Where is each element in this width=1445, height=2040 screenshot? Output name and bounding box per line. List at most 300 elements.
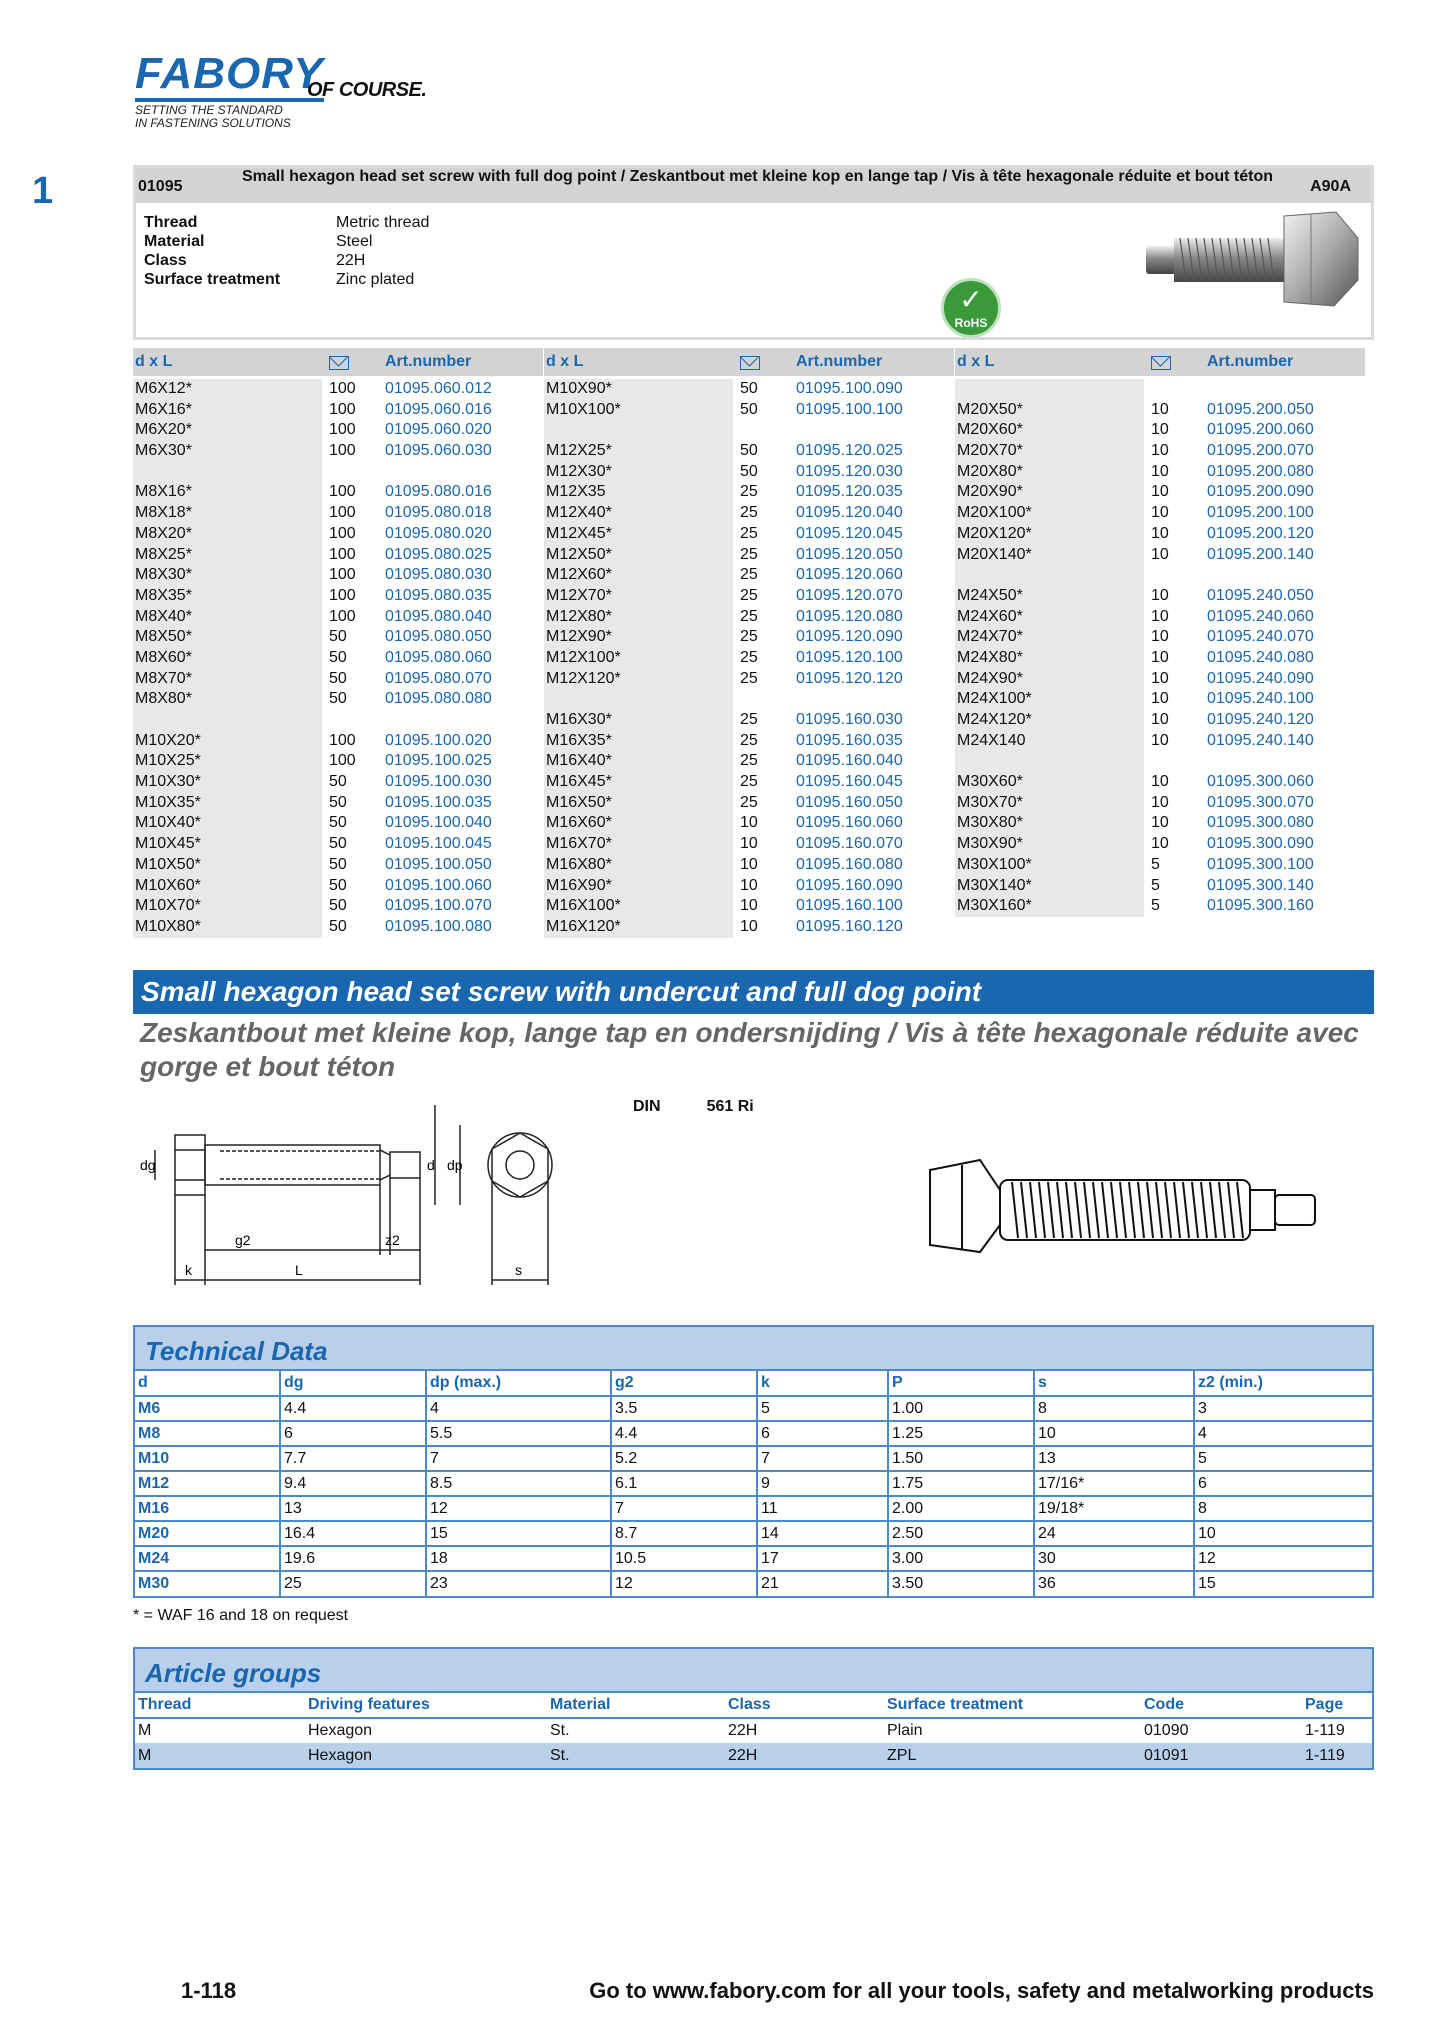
size-art-number[interactable]: 01095.100.045 [385,835,492,853]
size-pack-qty: 10 [740,897,758,915]
size-art-number[interactable]: 01095.240.080 [1207,648,1314,666]
size-dxl: M16X100* [546,897,621,915]
size-dxl: M20X120* [957,524,1032,542]
table-cell: 1.75 [888,1471,1034,1496]
table-cell: 3.5 [611,1396,757,1421]
size-dxl: M24X90* [957,669,1023,687]
size-art-number[interactable]: 01095.160.080 [796,855,903,873]
size-row [133,772,543,793]
size-dxl: M20X100* [957,504,1032,522]
size-row [955,855,1365,876]
size-dxl: M16X90* [546,876,612,894]
size-dxl: M30X90* [957,835,1023,853]
size-art-number[interactable]: 01095.160.040 [796,752,903,770]
size-art-number[interactable]: 01095.120.080 [796,607,903,625]
property-row [144,251,429,270]
size-pack-qty: 50 [329,897,347,915]
size-pack-qty: 100 [329,524,356,542]
size-dxl: M10X70* [135,897,201,915]
label-k: k [185,1262,192,1278]
size-art-number[interactable]: 01095.100.040 [385,814,492,832]
size-art-number[interactable]: 01095.120.060 [796,566,903,584]
size-art-number[interactable]: 01095.060.020 [385,421,492,439]
size-art-number[interactable]: 01095.080.035 [385,586,492,604]
size-pack-qty: 5 [1151,876,1160,894]
size-art-number[interactable]: 01095.100.100 [796,400,903,418]
size-pack-qty: 50 [740,400,758,418]
size-dxl: M16X45* [546,773,612,791]
mail-icon [329,354,349,373]
table-cell: Hexagon [308,1722,373,1739]
size-art-number[interactable]: 01095.240.090 [1207,669,1314,687]
size-row [133,710,543,731]
rohs-label: RoHS [954,316,988,330]
size-art-number[interactable]: 01095.240.050 [1207,586,1314,604]
size-dxl: M8X30* [135,566,192,584]
column-header: d [135,1371,280,1396]
property-value: Zinc plated [336,271,415,288]
table-header-row [135,1693,1372,1718]
size-art-number[interactable]: 01095.080.060 [385,648,492,666]
set-screw-photo [1136,198,1366,313]
size-art-number[interactable]: 01095.080.040 [385,607,492,625]
size-pack-qty: 5 [1151,897,1160,915]
table-cell: 2.50 [888,1521,1034,1546]
size-art-number[interactable]: 01095.160.050 [796,793,903,811]
size-art-number[interactable]: 01095.100.050 [385,855,492,873]
size-pack-qty: 10 [1151,483,1169,501]
size-dxl: M8X20* [135,524,192,542]
mail-icon [740,354,760,373]
table-cell: 4.4 [280,1396,426,1421]
size-row [133,462,543,483]
product-ref: A90A [1310,178,1351,195]
size-pack-qty: 25 [740,669,758,687]
size-art-number[interactable]: 01095.240.070 [1207,628,1314,646]
table-cell: 9.4 [280,1471,426,1496]
size-dxl: M20X70* [957,442,1023,460]
size-art-number[interactable]: 01095.160.030 [796,711,903,728]
size-row [133,917,543,938]
size-art-number[interactable]: 01095.160.035 [796,731,903,749]
footer-text: Go to www.fabory.com for all your tools, safety and metalworking products [589,1978,1374,2003]
sizes-list [955,379,1365,917]
din-standard [633,1098,800,1116]
size-pack-qty: 50 [329,628,347,646]
size-pack-qty: 10 [1151,462,1169,480]
table-header-row [135,1371,1372,1396]
sizes-header [955,348,1365,376]
size-row [133,876,543,897]
size-art-number[interactable]: 01095.060.012 [385,380,492,397]
size-art-number[interactable]: 01095.240.060 [1207,607,1314,625]
size-art-number[interactable]: 01095.120.025 [796,442,903,460]
section-title: Small hexagon head set screw with undercut and full dog point [133,970,1374,1014]
size-dxl: M10X30* [135,773,201,791]
property-value: Metric thread [336,214,430,231]
size-row [544,876,954,897]
size-row [544,793,954,814]
sizes-list [133,379,543,938]
property-key: Material [144,233,205,250]
size-row [955,751,1365,772]
size-art-number[interactable]: 01095.120.090 [796,628,903,646]
size-pack-qty: 100 [329,566,356,584]
column-header: Page [1302,1693,1372,1718]
table-cell: 18 [426,1546,611,1571]
size-pack-qty: 25 [740,566,758,584]
size-pack-qty: 100 [329,731,356,749]
size-art-number[interactable]: 01095.240.140 [1207,731,1314,749]
size-art-number[interactable]: 01095.300.080 [1207,814,1314,832]
size-dxl: M24X120* [957,711,1032,728]
size-pack-qty: 10 [1151,586,1169,604]
size-row [544,482,954,503]
size-art-number[interactable]: 01095.080.070 [385,669,492,687]
table-cell: 36 [1034,1571,1194,1596]
size-art-number[interactable]: 01095.200.080 [1207,462,1314,480]
size-art-number[interactable]: 01095.100.035 [385,793,492,811]
size-pack-qty: 10 [1151,607,1169,625]
size-art-number[interactable]: 01095.300.090 [1207,835,1314,853]
din-value: 561 Ri [706,1098,754,1115]
size-art-number[interactable]: 01095.080.050 [385,628,492,646]
size-row [544,751,954,772]
table-cell: 15 [426,1521,611,1546]
table-row [135,1421,1372,1446]
size-art-number[interactable]: 01095.160.060 [796,814,903,832]
column-header: Material [547,1693,725,1718]
size-art-number[interactable]: 01095.120.040 [796,504,903,522]
table-cell: 23 [426,1571,611,1596]
table-cell: Plain [887,1722,923,1739]
size-art-number[interactable]: 01095.100.025 [385,752,492,770]
table-cell: 12 [426,1496,611,1521]
size-row [133,793,543,814]
size-art-number[interactable]: 01095.080.016 [385,483,492,501]
property-key: Thread [144,214,198,231]
size-dxl: M10X20* [135,731,201,749]
table-row[interactable] [135,1743,1372,1768]
size-art-number[interactable]: 01095.240.100 [1207,690,1314,708]
size-art-number[interactable]: 01095.080.080 [385,690,492,708]
size-row [955,731,1365,752]
size-art-number[interactable]: 01095.100.090 [796,380,903,397]
article-groups-panel [133,1647,1374,1770]
table-row [135,1446,1372,1471]
size-art-number[interactable]: 01095.080.018 [385,504,492,522]
size-pack-qty: 50 [329,835,347,853]
size-dxl: M16X80* [546,855,612,873]
size-pack-qty: 50 [740,462,758,480]
size-dxl: M12X90* [546,628,612,646]
size-dxl: M8X40* [135,607,192,625]
column-header: z2 (min.) [1194,1371,1372,1396]
size-art-number[interactable]: 01095.120.050 [796,545,903,563]
size-dxl: M12X70* [546,586,612,604]
size-dxl: M6X16* [135,400,192,418]
size-pack-qty: 100 [329,752,356,770]
table-cell: 4 [1194,1421,1372,1446]
size-art-number[interactable]: 01095.300.060 [1207,773,1314,791]
size-pack-qty: 10 [1151,524,1169,542]
fabory-logo [135,49,435,137]
table-cell: 3.00 [888,1546,1034,1571]
size-pack-qty: 50 [740,442,758,460]
size-pack-qty: 25 [740,752,758,770]
column-header: Driving features [305,1693,547,1718]
sizes-column-1 [133,348,543,938]
size-art-number[interactable]: 01095.100.070 [385,897,492,915]
size-row [544,400,954,421]
size-dxl: M30X80* [957,814,1023,832]
size-dxl: M30X60* [957,773,1023,791]
table-cell: 13 [280,1496,426,1521]
technical-data-title: Technical Data [135,1327,1372,1371]
size-art-number[interactable]: 01095.160.045 [796,773,903,791]
table-row [135,1396,1372,1421]
table-cell: 12 [1194,1546,1372,1571]
chapter-number: 1 [32,170,54,212]
size-row [955,689,1365,710]
size-art-number[interactable]: 01095.160.120 [796,917,903,935]
table-cell: M8 [135,1421,280,1446]
size-pack-qty: 25 [740,504,758,522]
size-art-number[interactable]: 01095.200.100 [1207,504,1314,522]
size-row [955,627,1365,648]
section-subtitle: Zeskantbout met kleine kop, lange tap en ondersnijding / Vis à tête hexagonale réduite avec gorge et bout téton [140,1017,1359,1082]
size-row [133,813,543,834]
size-pack-qty: 10 [740,876,758,894]
table-cell: 10.5 [611,1546,757,1571]
table-cell: 24 [1034,1521,1194,1546]
header-dxl: d x L [546,353,584,370]
size-dxl: M10X45* [135,835,201,853]
size-dxl: M6X20* [135,421,192,439]
size-art-number[interactable]: 01095.160.100 [796,897,903,915]
size-pack-qty: 10 [1151,773,1169,791]
table-cell: 11 [757,1496,888,1521]
size-art-number[interactable]: 01095.120.100 [796,648,903,666]
size-row [955,834,1365,855]
size-art-number[interactable]: 01095.300.100 [1207,855,1314,873]
size-art-number[interactable]: 01095.080.030 [385,566,492,584]
table-cell: M24 [135,1546,280,1571]
size-art-number[interactable]: 01095.120.035 [796,483,903,501]
size-row [133,751,543,772]
size-pack-qty: 10 [1151,504,1169,522]
size-dxl: M10X60* [135,876,201,894]
size-dxl: M24X100* [957,690,1032,708]
property-key: Surface treatment [144,271,281,288]
size-art-number[interactable]: 01095.240.120 [1207,711,1314,728]
column-header: Code [1141,1693,1302,1718]
size-pack-qty: 25 [740,793,758,811]
size-dxl: M16X40* [546,752,612,770]
header-art-number: Art.number [1207,353,1294,370]
size-row [544,524,954,545]
size-art-number[interactable]: 01095.300.160 [1207,897,1314,915]
table-row[interactable] [135,1718,1372,1743]
size-pack-qty: 50 [329,793,347,811]
size-pack-qty: 50 [740,380,758,397]
size-pack-qty: 25 [740,524,758,542]
size-dxl: M8X35* [135,586,192,604]
size-pack-qty: 10 [740,814,758,832]
size-pack-qty: 25 [740,586,758,604]
size-pack-qty: 50 [329,814,347,832]
size-art-number[interactable]: 01095.200.140 [1207,545,1314,563]
size-art-number[interactable]: 01095.200.120 [1207,524,1314,542]
table-cell: 8.7 [611,1521,757,1546]
property-key: Class [144,252,187,269]
size-art-number[interactable]: 01095.160.090 [796,876,903,894]
size-row [133,379,543,400]
table-cell: 15 [1198,1575,1216,1592]
size-dxl: M10X25* [135,752,201,770]
size-art-number[interactable]: 01095.200.090 [1207,483,1314,501]
table-cell: M [135,1743,305,1768]
size-pack-qty: 50 [329,876,347,894]
table-cell: 10 [1194,1521,1372,1546]
table-cell: 17/16* [1034,1471,1194,1496]
table-cell: 5 [1194,1446,1372,1471]
size-art-number[interactable]: 01095.120.045 [796,524,903,542]
size-dxl: M10X80* [135,917,201,935]
size-pack-qty: 10 [1151,690,1169,708]
table-cell: 2.00 [888,1496,1034,1521]
size-dxl: M10X100* [546,400,621,418]
table-cell: 1.50 [888,1446,1034,1471]
size-pack-qty: 25 [740,711,758,728]
size-row [955,710,1365,731]
size-dxl: M20X50* [957,400,1023,418]
size-row [544,689,954,710]
table-cell: St. [547,1743,725,1768]
size-art-number[interactable]: 01095.120.120 [796,669,903,687]
size-art-number[interactable]: 01095.080.020 [385,524,492,542]
size-row [544,627,954,648]
size-row [133,731,543,752]
table-cell: 5 [757,1396,888,1421]
size-pack-qty: 50 [329,855,347,873]
size-art-number[interactable]: 01095.300.070 [1207,793,1314,811]
mail-icon [1151,354,1171,373]
table-cell: 21 [757,1571,888,1596]
table-cell: 10 [1034,1421,1194,1446]
size-dxl: M12X30* [546,462,612,480]
size-art-number[interactable]: 01095.100.080 [385,917,492,935]
size-art-number[interactable]: 01095.060.016 [385,400,492,418]
size-dxl: M30X160* [957,897,1032,915]
size-row [955,379,1365,400]
size-pack-qty: 10 [740,835,758,853]
table-cell: 9 [757,1471,888,1496]
property-row [144,213,429,232]
size-art-number[interactable]: 01095.120.070 [796,586,903,604]
size-art-number[interactable]: 01095.120.030 [796,462,903,480]
size-art-number[interactable]: 01095.160.070 [796,835,903,853]
table-cell: 1.00 [888,1396,1034,1421]
table-cell: 17 [757,1546,888,1571]
table-cell: 14 [757,1521,888,1546]
size-row [955,400,1365,421]
size-art-number[interactable]: 01095.300.140 [1207,876,1314,894]
size-art-number[interactable]: 01095.100.030 [385,773,492,791]
size-dxl: M8X80* [135,690,192,708]
size-pack-qty: 100 [329,586,356,604]
column-header: dg [280,1371,426,1396]
size-row [544,772,954,793]
size-row [955,607,1365,628]
size-pack-qty: 50 [329,773,347,791]
size-row [544,586,954,607]
size-pack-qty: 50 [329,669,347,687]
label-L: L [295,1262,303,1278]
size-dxl: M20X90* [957,483,1023,501]
column-header: Surface treatment [884,1693,1141,1718]
size-row [133,586,543,607]
sizes-list [544,379,954,938]
size-dxl: M10X35* [135,793,201,811]
size-pack-qty: 10 [1151,545,1169,563]
size-row [133,834,543,855]
size-art-number[interactable]: 01095.080.025 [385,545,492,563]
page-number: 1-118 [181,1978,237,2003]
table-cell: 4.4 [611,1421,757,1446]
table-cell: 6.1 [611,1471,757,1496]
size-pack-qty: 10 [740,855,758,873]
size-pack-qty: 10 [1151,814,1169,832]
table-cell: 01090 [1144,1722,1189,1739]
size-pack-qty: 50 [329,648,347,666]
size-art-number[interactable]: 01095.100.060 [385,876,492,894]
product-header [133,165,1374,340]
size-row [133,607,543,628]
size-row [133,855,543,876]
size-pack-qty: 10 [1151,793,1169,811]
size-row [544,607,954,628]
size-art-number[interactable]: 01095.200.070 [1207,442,1314,460]
size-row [544,462,954,483]
size-dxl: M12X45* [546,524,612,542]
table-cell: 7 [611,1496,757,1521]
size-pack-qty: 25 [740,731,758,749]
table-cell: M [138,1722,152,1739]
size-row [544,565,954,586]
tagline-line-2: IN FASTENING SOLUTIONS [135,116,291,130]
size-art-number[interactable]: 01095.200.050 [1207,400,1314,418]
size-art-number[interactable]: 01095.060.030 [385,442,492,460]
size-row [544,710,954,731]
size-dxl: M8X25* [135,545,192,563]
size-art-number[interactable]: 01095.100.020 [385,731,492,749]
size-dxl: M16X120* [546,917,621,935]
size-row [544,669,954,690]
size-row [955,503,1365,524]
size-dxl: M20X140* [957,545,1032,563]
size-art-number[interactable]: 01095.200.060 [1207,421,1314,439]
table-cell: 1-119 [1302,1743,1372,1768]
size-row [544,503,954,524]
column-header: g2 [611,1371,757,1396]
table-cell: 22H [728,1722,758,1739]
label-z2: z2 [385,1232,400,1248]
size-row [544,855,954,876]
size-row [955,586,1365,607]
size-pack-qty: 5 [1151,855,1160,873]
size-pack-qty: 100 [329,483,356,501]
